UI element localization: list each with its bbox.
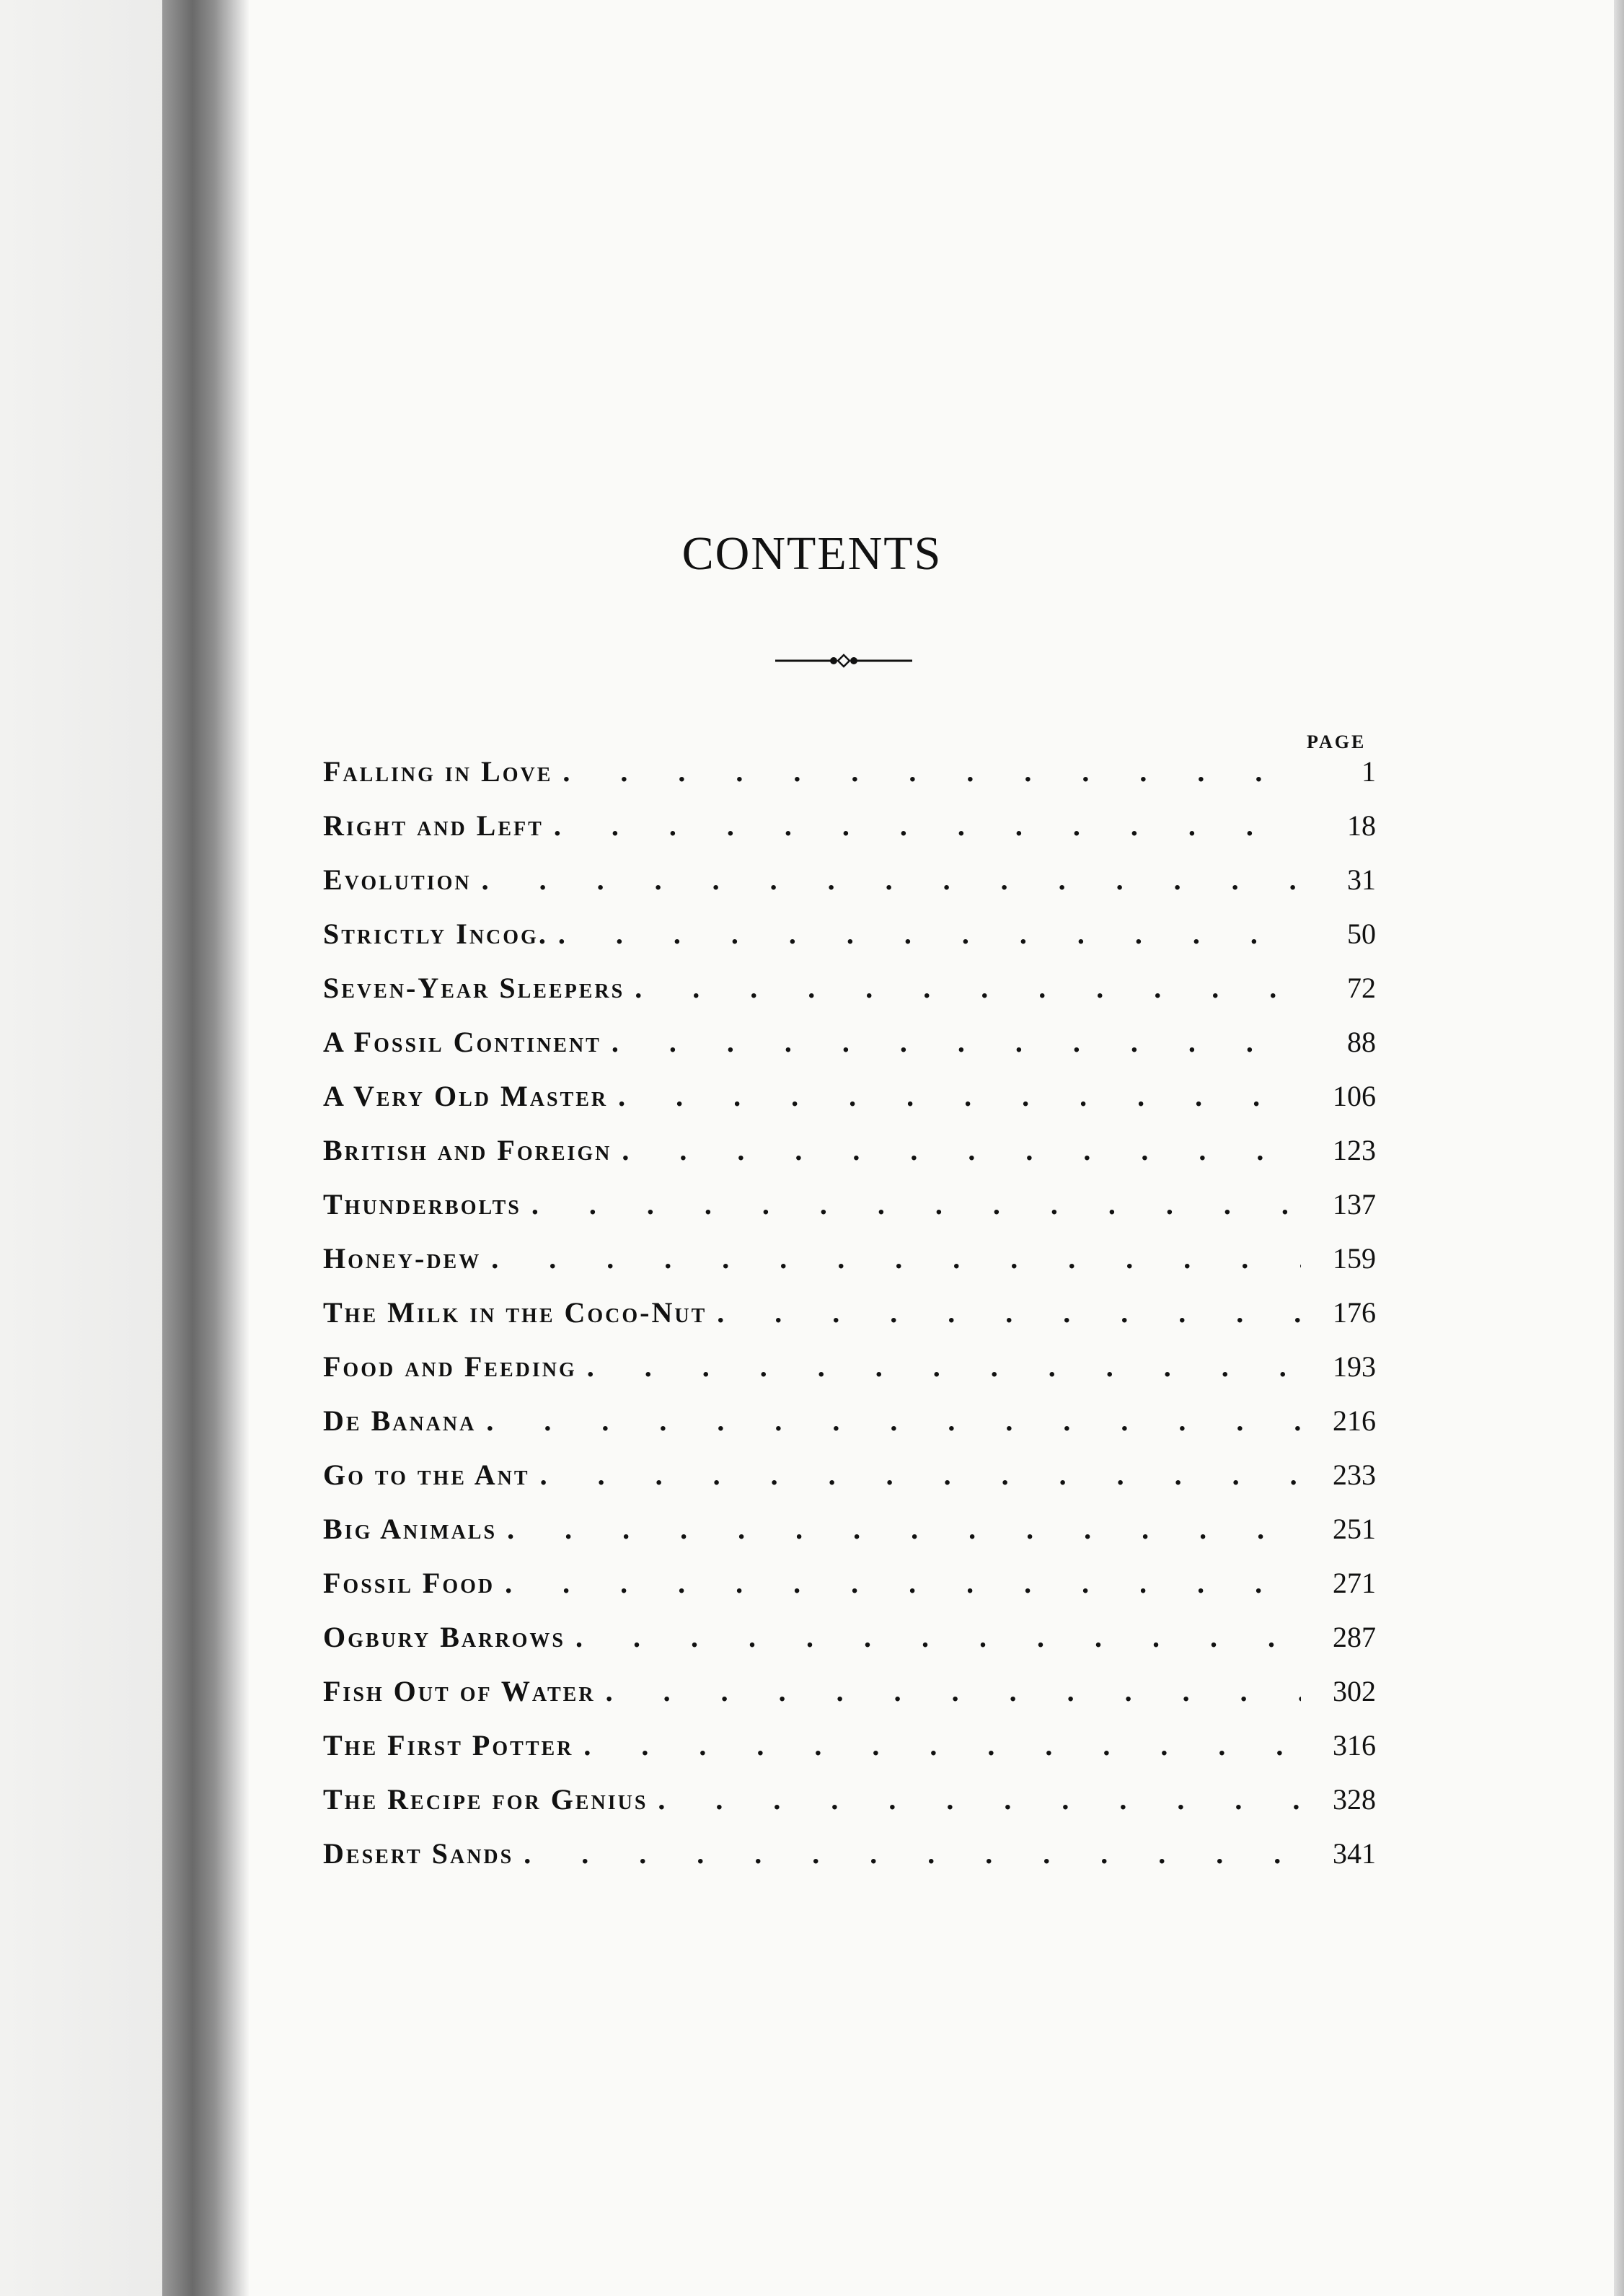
dot-leader	[491, 1241, 1301, 1275]
toc-entry-title: Big Animals	[323, 1513, 498, 1545]
toc-entry-page: 216	[1333, 1404, 1376, 1437]
toc-entry-page: 233	[1333, 1459, 1376, 1491]
toc-entry-page: 251	[1333, 1513, 1376, 1545]
toc-entry-page: 50	[1347, 918, 1376, 950]
toc-entry-title: Right and Left	[323, 809, 544, 842]
toc-entry[interactable]	[323, 917, 1376, 971]
toc-entry-title: British and Foreign	[323, 1134, 612, 1166]
toc-entry[interactable]	[323, 1674, 1376, 1728]
dot-leader	[658, 1782, 1301, 1816]
dot-leader	[622, 1133, 1301, 1167]
dot-leader	[612, 1025, 1301, 1059]
dot-leader	[505, 1566, 1301, 1600]
toc-entry[interactable]	[323, 1133, 1376, 1187]
toc-entry-page: 18	[1347, 809, 1376, 842]
toc-entry[interactable]	[323, 971, 1376, 1025]
toc-entry-title: The Recipe for Genius	[323, 1783, 648, 1816]
table-of-contents	[323, 755, 1376, 1891]
toc-entry[interactable]	[323, 1837, 1376, 1891]
toc-entry-title: Go to the Ant	[323, 1459, 530, 1491]
dot-leader	[531, 1187, 1301, 1221]
toc-entry-title: Evolution	[323, 863, 472, 896]
toc-entry-page: 106	[1333, 1080, 1376, 1112]
toc-entry[interactable]	[323, 1296, 1376, 1350]
dot-leader	[554, 809, 1301, 843]
toc-entry-title: A Fossil Continent	[323, 1026, 601, 1058]
dot-leader	[524, 1837, 1301, 1870]
toc-entry-title: Fish Out of Water	[323, 1675, 596, 1707]
ornament-divider-icon	[772, 646, 916, 675]
toc-entry[interactable]	[323, 1404, 1376, 1458]
dot-leader	[540, 1458, 1301, 1492]
dot-leader	[618, 1079, 1301, 1113]
toc-entry-title: A Very Old Master	[323, 1080, 609, 1112]
toc-entry[interactable]	[323, 1566, 1376, 1620]
toc-entry-title: The First Potter	[323, 1729, 574, 1761]
toc-entry-title: Ogbury Barrows	[323, 1621, 565, 1653]
toc-entry-page: 316	[1333, 1729, 1376, 1761]
toc-entry-page: 176	[1333, 1296, 1376, 1329]
dot-leader	[486, 1404, 1301, 1438]
dot-leader	[558, 917, 1301, 951]
toc-entry-title: Strictly Incog.	[323, 918, 548, 950]
toc-entry-page: 302	[1333, 1675, 1376, 1707]
dot-leader	[482, 863, 1301, 897]
toc-entry-page: 31	[1347, 863, 1376, 896]
toc-entry-title: Falling in Love	[323, 755, 553, 788]
toc-entry-page: 1	[1362, 755, 1376, 788]
dot-leader	[507, 1512, 1301, 1546]
toc-entry-title: Honey-dew	[323, 1242, 482, 1275]
toc-entry[interactable]	[323, 1512, 1376, 1566]
toc-entry[interactable]	[323, 1728, 1376, 1782]
toc-entry[interactable]	[323, 1079, 1376, 1133]
dot-leader	[635, 971, 1301, 1005]
page-edge	[1614, 0, 1624, 2296]
toc-entry[interactable]	[323, 1350, 1376, 1404]
toc-entry-title: Thunderbolts	[323, 1188, 521, 1220]
dot-leader	[717, 1296, 1301, 1329]
toc-entry[interactable]	[323, 1187, 1376, 1241]
toc-entry-page: 137	[1333, 1188, 1376, 1220]
toc-entry[interactable]	[323, 1241, 1376, 1296]
dot-leader	[583, 1728, 1301, 1762]
toc-entry[interactable]	[323, 1458, 1376, 1512]
dot-leader	[575, 1620, 1301, 1654]
toc-entry-page: 88	[1347, 1026, 1376, 1058]
toc-entry-title: De Banana	[323, 1404, 477, 1437]
dot-leader	[562, 755, 1301, 788]
toc-entry-title: Food and Feeding	[323, 1350, 577, 1383]
toc-entry[interactable]	[323, 863, 1376, 917]
toc-entry-title: Desert Sands	[323, 1837, 514, 1870]
toc-entry-page: 271	[1333, 1567, 1376, 1599]
toc-entry[interactable]	[323, 1782, 1376, 1837]
toc-entry-page: 159	[1333, 1242, 1376, 1275]
toc-entry[interactable]	[323, 809, 1376, 863]
toc-entry[interactable]	[323, 755, 1376, 809]
toc-entry-page: 123	[1333, 1134, 1376, 1166]
page-column-header: PAGE	[1307, 731, 1367, 752]
toc-entry-title: Seven-Year Sleepers	[323, 972, 625, 1004]
page-title: CONTENTS	[681, 527, 943, 580]
toc-entry-page: 72	[1347, 972, 1376, 1004]
toc-entry[interactable]	[323, 1025, 1376, 1079]
dot-leader	[587, 1350, 1301, 1384]
toc-entry-page: 193	[1333, 1350, 1376, 1383]
toc-entry[interactable]	[323, 1620, 1376, 1674]
toc-entry-title: Fossil Food	[323, 1567, 495, 1599]
toc-entry-page: 328	[1333, 1783, 1376, 1816]
toc-entry-page: 287	[1333, 1621, 1376, 1653]
dot-leader	[606, 1674, 1301, 1708]
toc-entry-page: 341	[1333, 1837, 1376, 1870]
book-spine-shadow	[162, 0, 249, 2296]
toc-entry-title: The Milk in the Coco-Nut	[323, 1296, 707, 1329]
